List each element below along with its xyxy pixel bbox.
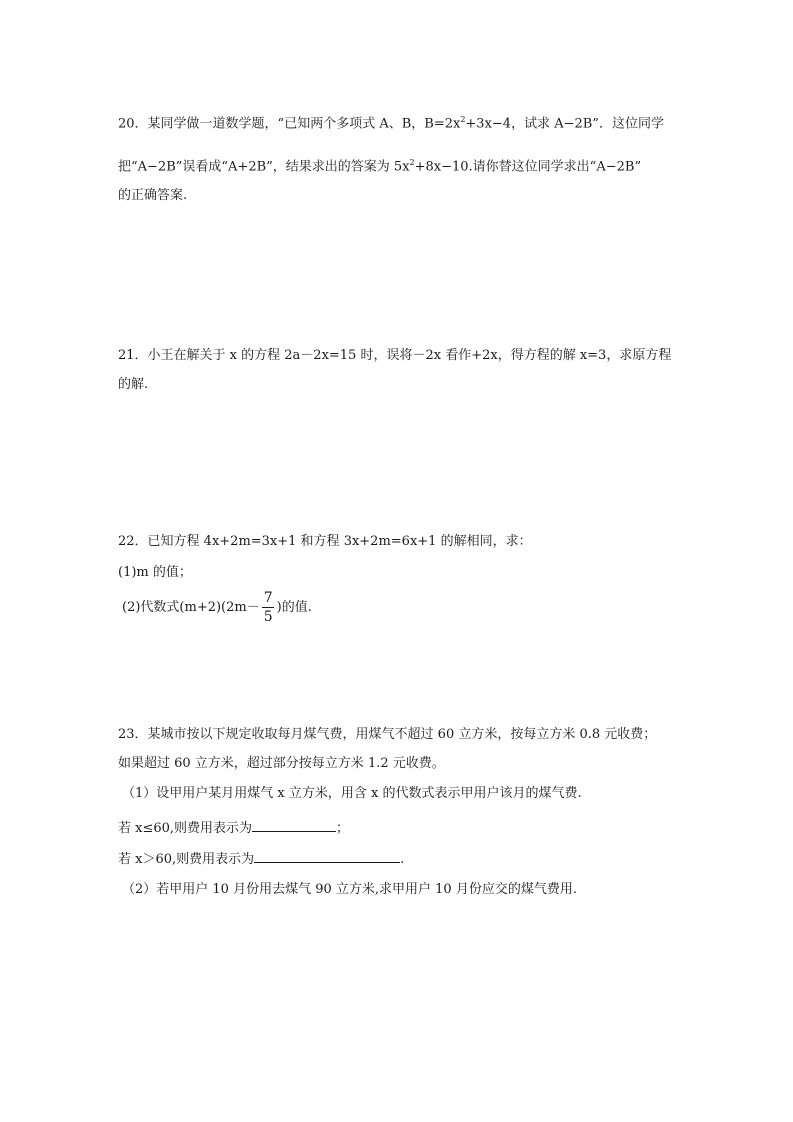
q20-text-2b: +8x−10.请你替这位同学求出“A−2B” bbox=[414, 159, 642, 175]
q23-case2-label: 若 x＞60,则费用表示为 bbox=[118, 852, 255, 867]
q23-case2-end: . bbox=[400, 852, 405, 867]
answer-blank-1[interactable] bbox=[252, 819, 336, 832]
q23-case1-label: 若 x≤60,则费用表示为 bbox=[118, 821, 253, 836]
q23-case-1 bbox=[118, 819, 349, 837]
q21-line-1: 21．小王在解关于 x 的方程 2a－2x=15 时，误将－2x 看作+2x，得方程的解 x=3，求原方程 bbox=[118, 348, 672, 363]
q20-exponent-2: 2 bbox=[409, 158, 415, 167]
q21-line-2: 的解. bbox=[118, 377, 149, 392]
q20-text-1b: +3x−4，试求 A−2B”．这位同学 bbox=[465, 116, 664, 132]
q23-case1-end: ； bbox=[336, 821, 350, 836]
fraction-7-5 bbox=[262, 590, 275, 625]
q20-text-2a: 把“A−2B”误看成“A+2B”，结果求出的答案为 5x bbox=[118, 159, 410, 175]
q23-case-2 bbox=[118, 850, 404, 868]
q22-part2-text-b: )的值. bbox=[276, 600, 312, 615]
q23-part-2: （2）若甲用户 10 月份用去煤气 90 立方米,求甲用户 10 月份应交的煤气费用. bbox=[122, 882, 577, 897]
q23-part-1: （1）设甲用户某月用煤气 x 立方米，用含 x 的代数式表示甲用户该月的煤气费. bbox=[122, 786, 582, 801]
fraction-denominator: 5 bbox=[263, 609, 273, 625]
answer-blank-2[interactable] bbox=[254, 850, 400, 863]
fraction-numerator: 7 bbox=[263, 590, 273, 606]
fraction-bar bbox=[262, 607, 274, 608]
q22-line-1: 22．已知方程 4x+2m=3x+1 和方程 3x+2m=6x+1 的解相同，求： bbox=[118, 534, 532, 549]
q23-line-1: 23．某城市按以下规定收取每月煤气费，用煤气不超过 60 立方米，按每立方米 0.8 元收费； bbox=[118, 727, 657, 742]
q20-exponent-1: 2 bbox=[460, 115, 466, 124]
q23-line-2: 如果超过 60 立方米，超过部分按每立方米 1.2 元收费。 bbox=[118, 756, 445, 771]
q22-part-1: (1)m 的值； bbox=[118, 565, 192, 580]
q22-part-2 bbox=[122, 590, 312, 626]
q22-part2-text-a: (2)代数式(m+2)(2m－ bbox=[122, 600, 260, 615]
q20-line-2 bbox=[118, 155, 641, 175]
q20-text-1a: 20．某同学做一道数学题，“已知两个多项式 A、B，B=2x bbox=[118, 116, 461, 132]
q20-line-3: 的正确答案. bbox=[118, 188, 188, 203]
q20-line-1 bbox=[118, 112, 664, 132]
